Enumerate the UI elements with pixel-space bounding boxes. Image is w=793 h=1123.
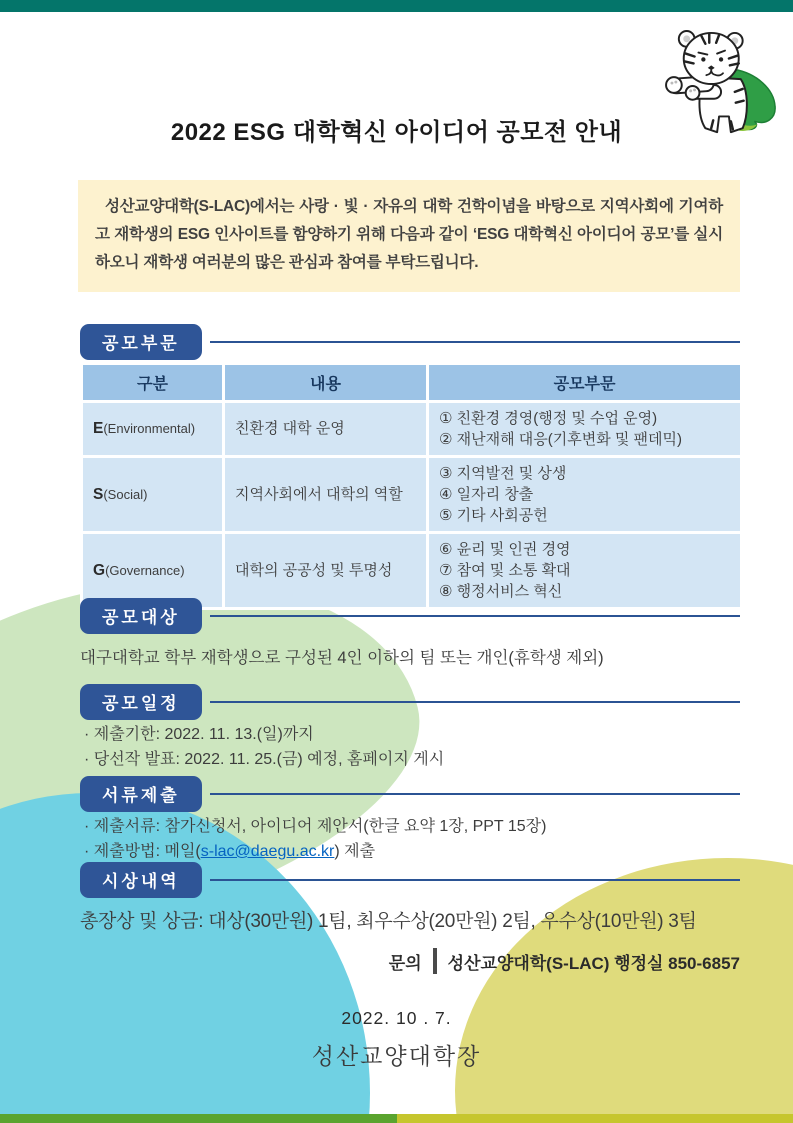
cell-category: [82, 402, 224, 457]
section-line: [210, 701, 740, 703]
contact-label: 문의: [388, 953, 422, 973]
section-badge-sisang: 시상내역: [80, 862, 202, 898]
submission-docs-line: · 제출서류: 참가신청서, 아이디어 제안서(한글 요약 1장, PPT 15장): [84, 818, 547, 835]
contact-value: 성산교양대학(S-LAC) 행정실 850-6857: [447, 953, 740, 973]
category-letter: S: [93, 485, 104, 503]
intro-box: [78, 180, 740, 292]
email-link[interactable]: s-lac@daegu.ac.kr: [200, 843, 335, 860]
section-iljeong-header: [80, 684, 740, 720]
intro-segment: ‘ESG 대학혁신 아이디어 공모’: [472, 226, 675, 243]
intro-segment: 를 실시하오니 재학생 여러분의 많은 관심과 참여를 부탁드립니다.: [95, 226, 723, 271]
submission-method-prefix: · 제출방법: 메일(: [84, 843, 201, 860]
cell-content: 지역사회에서 대학의 역할: [224, 457, 428, 533]
field-item: ③ 지역발전 및 상생: [439, 465, 567, 482]
column-header-content: 내용: [224, 364, 428, 402]
section-badge-daesang: 공모대상: [80, 598, 202, 634]
section-sisang-header: [80, 862, 740, 898]
submission-list: [84, 814, 740, 864]
cell-items: [428, 402, 742, 457]
intro-text: [95, 193, 723, 277]
cell-content: 대학의 공공성 및 투명성: [224, 533, 428, 609]
field-item: ⑧ 행정서비스 혁신: [439, 583, 563, 600]
contact-row: [389, 948, 740, 974]
intro-segment: 에서는 사랑 · 빛 · 자유의 대학 건학이념을 바탕으로 지역사회에 기여하고 재학생의: [95, 198, 723, 243]
bottom-bar-yellow: [397, 1114, 793, 1123]
table-row: [82, 402, 742, 457]
cell-content: 친환경 대학 운영: [224, 402, 428, 457]
table-header-row: [82, 364, 742, 402]
prize-text: 총장상 및 상금: 대상(30만원) 1팀, 최우수상(20만원) 2팀, 우수상(10만원) 3팀: [80, 911, 697, 932]
section-line: [210, 615, 740, 617]
contact-divider: [433, 948, 437, 974]
signature: 성산교양대학장: [311, 1043, 482, 1069]
category-rest: (Environmental): [103, 421, 196, 436]
bottom-bar-green: [0, 1114, 397, 1123]
submission-method-line: [84, 839, 740, 864]
schedule-item: · 당선작 발표: 2022. 11. 25.(금) 예정, 홈페이지 게시: [84, 751, 445, 768]
eligibility-text: 대구대학교 학부 재학생으로 구성된 4인 이하의 팀 또는 개인(휴학생 제외): [80, 649, 604, 667]
field-item: ⑦ 참여 및 소통 확대: [439, 562, 571, 579]
section-line: [210, 341, 740, 343]
section-badge-bumun: 공모부문: [80, 324, 202, 360]
cell-category: [82, 457, 224, 533]
column-header-category: 구분: [82, 364, 224, 402]
category-rest: (Social): [103, 486, 148, 502]
issue-date: 2022. 10 . 7.: [341, 1008, 452, 1028]
schedule-item: · 제출기한: 2022. 11. 13.(일)까지: [84, 726, 314, 743]
page-title: 2022 ESG 대학혁신 아이디어 공모전 안내: [170, 119, 623, 146]
category-table: [80, 362, 743, 610]
submission-method-suffix: ) 제출: [334, 843, 376, 860]
section-line: [210, 793, 740, 795]
field-item: ⑥ 윤리 및 인권 경영: [439, 541, 571, 558]
intro-segment: ESG: [177, 226, 210, 243]
intro-segment: 성산교양대학(S-LAC): [105, 198, 250, 215]
category-letter: E: [93, 420, 104, 437]
section-line: [210, 879, 740, 881]
field-item: ⑤ 기타 사회공헌: [439, 507, 548, 524]
section-bumun-header: [80, 324, 740, 360]
section-seoryu-header: [80, 776, 740, 812]
section-badge-iljeong: 공모일정: [80, 684, 202, 720]
table-row: [82, 457, 742, 533]
intro-segment: 인사이트를 함양하기 위해 다음과 같이: [209, 226, 473, 243]
column-header-field: 공모부문: [428, 364, 742, 402]
field-item: ④ 일자리 창출: [439, 486, 534, 503]
category-rest: (Governance): [105, 562, 185, 578]
cell-items: [428, 457, 742, 533]
top-accent-bar: [0, 0, 793, 12]
category-letter: G: [93, 561, 106, 579]
section-daesang-header: [80, 598, 740, 634]
schedule-list: [84, 722, 740, 772]
section-badge-seoryu: 서류제출: [80, 776, 202, 812]
field-item: ① 친환경 경영(행정 및 수업 운영): [439, 410, 658, 427]
field-item: ② 재난재해 대응(기후변화 및 팬데믹): [439, 431, 682, 448]
